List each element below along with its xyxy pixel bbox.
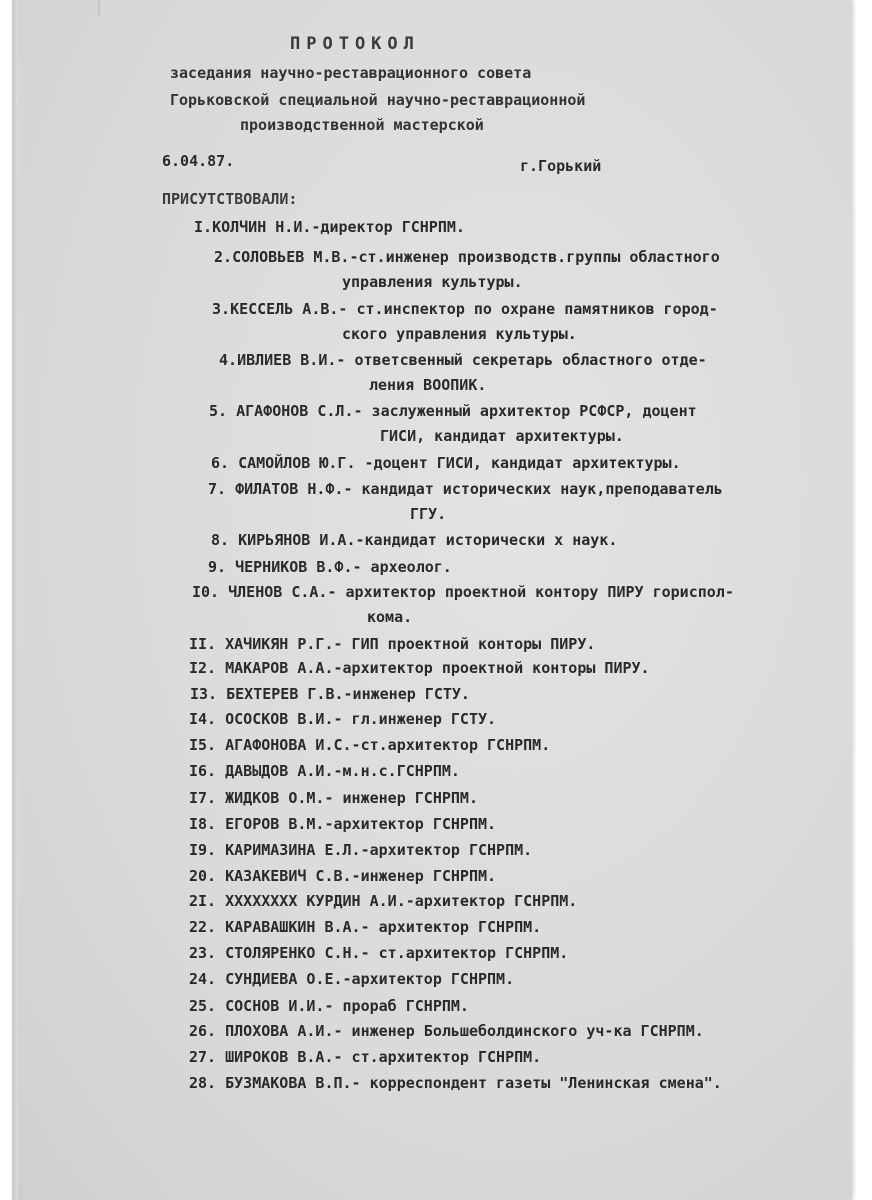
attendee-entry xyxy=(219,348,707,373)
attendee-entry xyxy=(214,245,720,270)
attendee-entry xyxy=(189,656,650,681)
attendee-text: ЧЕРНИКОВ В.Ф.- археолог. xyxy=(226,558,452,576)
attendee-text: КЕССЕЛЬ А.В.- ст.инспектор по охране памятников город- xyxy=(230,300,718,318)
attendee-number: 3. xyxy=(212,300,231,318)
attendee-number: I7. xyxy=(189,789,217,807)
attendee-entry xyxy=(192,580,734,605)
attendee-text: ПЛОХОВА А.И.- инженер Большеболдинского уч-ка ГСНРПМ. xyxy=(216,1022,704,1040)
attendee-number: I6. xyxy=(189,762,217,780)
attendee-number: I. xyxy=(194,218,213,236)
attendee-text: ХАЧИКЯН Р.Г.- ГИП проектной конторы ПИРУ. xyxy=(216,635,596,653)
attendee-text: ХХХХХХХХ КУРДИН А.И.-архитектор ГСНРПМ. xyxy=(216,892,578,910)
attendee-entry xyxy=(189,1019,704,1044)
attendee-text: ФИЛАТОВ Н.Ф.- кандидат исторических наук,преподаватель xyxy=(226,480,723,498)
attendee-number: 24. xyxy=(189,970,217,988)
subtitle-line-3: производственной мастерской xyxy=(240,116,484,134)
attendee-number: 5. xyxy=(209,402,228,420)
attendee-continuation: управления культуры. xyxy=(342,273,523,291)
document-city: г.Горький xyxy=(520,157,602,175)
attendee-entry xyxy=(211,451,681,476)
attendee-number: I0. xyxy=(192,583,220,601)
attendee-entry xyxy=(189,1071,722,1096)
attendee-entry xyxy=(189,941,568,966)
present-label: ПРИСУТСТВОВАЛИ: xyxy=(162,190,298,208)
attendee-entry xyxy=(212,297,718,322)
attendee-entry xyxy=(189,786,478,811)
attendee-text: АГАФОНОВА И.С.-ст.архитектор ГСНРПМ. xyxy=(216,736,551,754)
document-page xyxy=(12,0,852,1200)
attendee-entry xyxy=(189,707,496,732)
attendee-entry xyxy=(189,864,496,889)
subtitle-line-2: Горьковской специальной научно-реставрационной xyxy=(170,91,586,109)
fold-mark xyxy=(98,0,114,16)
attendee-text: МАКАРОВ А.А.-архитектор проектной конторы ПИРУ. xyxy=(216,659,650,677)
attendee-entry xyxy=(189,759,460,784)
attendee-entry xyxy=(190,682,470,707)
attendee-continuation: ского управления культуры. xyxy=(342,325,577,343)
attendee-number: 27. xyxy=(189,1048,217,1066)
attendee-text: ИВЛИЕВ В.И.- ответсвенный секретарь областного отде- xyxy=(237,351,707,369)
attendee-number: I2. xyxy=(189,659,217,677)
attendee-text: КАРАВАШКИН В.А.- архитектор ГСНРПМ. xyxy=(216,918,542,936)
page-edge xyxy=(12,0,18,1200)
attendee-text: БУЗМАКОВА В.П.- корреспондент газеты "Ленинская смена". xyxy=(216,1074,722,1092)
attendee-text: СУНДИЕВА О.Е.-архитектор ГСНРПМ. xyxy=(216,970,515,988)
attendee-text: КОЛЧИН Н.И.-директор ГСНРПМ. xyxy=(212,218,465,236)
attendee-text: СОСНОВ И.И.- прораб ГСНРПМ. xyxy=(216,997,469,1015)
attendee-number: I8. xyxy=(189,815,217,833)
attendee-number: 28. xyxy=(189,1074,217,1092)
attendee-entry xyxy=(189,889,577,914)
attendee-entry xyxy=(189,915,541,940)
attendee-entry xyxy=(189,812,496,837)
attendee-number: 20. xyxy=(189,867,217,885)
attendee-text: САМОЙЛОВ Ю.Г. -доцент ГИСИ, кандидат архитектуры. xyxy=(229,454,681,472)
attendee-number: I9. xyxy=(189,841,217,859)
attendee-text: ЧЛЕНОВ С.А.- архитектор проектной контору ПИРУ гориспол- xyxy=(219,583,734,601)
attendee-text: ШИРОКОВ В.А.- ст.архитектор ГСНРПМ. xyxy=(216,1048,542,1066)
attendee-entry xyxy=(189,632,595,657)
attendee-text: ОСОСКОВ В.И.- гл.инженер ГСТУ. xyxy=(216,710,497,728)
attendee-number: I3. xyxy=(190,685,218,703)
attendee-continuation: ления ВООПИК. xyxy=(369,376,487,394)
attendee-number: 8. xyxy=(211,531,230,549)
attendee-continuation: ГИСИ, кандидат архитектуры. xyxy=(380,427,624,445)
attendee-entry xyxy=(208,477,723,502)
attendee-number: 4. xyxy=(219,351,238,369)
attendee-number: 2I. xyxy=(189,892,217,910)
attendee-entry xyxy=(208,555,452,580)
attendee-text: КАЗАКЕВИЧ С.В.-инженер ГСНРПМ. xyxy=(216,867,497,885)
attendee-continuation: кома. xyxy=(367,608,413,626)
attendee-text: КИРЬЯНОВ И.А.-кандидат исторически х наук. xyxy=(229,531,618,549)
attendee-number: 9. xyxy=(208,558,227,576)
attendee-continuation: ГГУ. xyxy=(410,505,447,523)
attendee-text: СОЛОВЬЕВ М.В.-ст.инженер производств.группы областного xyxy=(232,248,720,266)
attendee-number: II. xyxy=(189,635,217,653)
subtitle-line-1: заседания научно-реставрационного совета xyxy=(170,64,532,82)
attendee-number: 6. xyxy=(211,454,230,472)
attendee-entry xyxy=(194,215,465,240)
attendee-number: 23. xyxy=(189,944,217,962)
attendee-text: ЕГОРОВ В.М.-архитектор ГСНРПМ. xyxy=(216,815,497,833)
attendee-entry xyxy=(211,528,617,553)
attendee-number: 2. xyxy=(214,248,233,266)
attendee-entry xyxy=(189,838,532,863)
attendee-text: БЕХТЕРЕВ Г.В.-инженер ГСТУ. xyxy=(217,685,470,703)
attendee-text: КАРИМАЗИНА Е.Л.-архитектор ГСНРПМ. xyxy=(216,841,533,859)
attendee-number: 22. xyxy=(189,918,217,936)
attendee-number: 7. xyxy=(208,480,227,498)
attendee-number: I5. xyxy=(189,736,217,754)
attendee-text: АГАФОНОВ С.Л.- заслуженный архитектор РСФСР, доцент xyxy=(227,402,697,420)
attendee-entry xyxy=(189,994,469,1019)
attendee-entry xyxy=(189,1045,541,1070)
attendee-entry xyxy=(189,733,550,758)
attendee-text: ЖИДКОВ О.М.- инженер ГСНРПМ. xyxy=(216,789,478,807)
document-title: ПРОТОКОЛ xyxy=(290,34,420,54)
attendee-entry xyxy=(189,967,514,992)
attendee-entry xyxy=(209,399,697,424)
attendee-number: 25. xyxy=(189,997,217,1015)
attendee-number: 26. xyxy=(189,1022,217,1040)
attendee-text: ДАВЫДОВ А.И.-м.н.с.ГСНРПМ. xyxy=(216,762,460,780)
attendee-text: СТОЛЯРЕНКО С.Н.- ст.архитектор ГСНРПМ. xyxy=(216,944,569,962)
document-date: 6.04.87. xyxy=(162,152,235,170)
attendee-number: I4. xyxy=(189,710,217,728)
